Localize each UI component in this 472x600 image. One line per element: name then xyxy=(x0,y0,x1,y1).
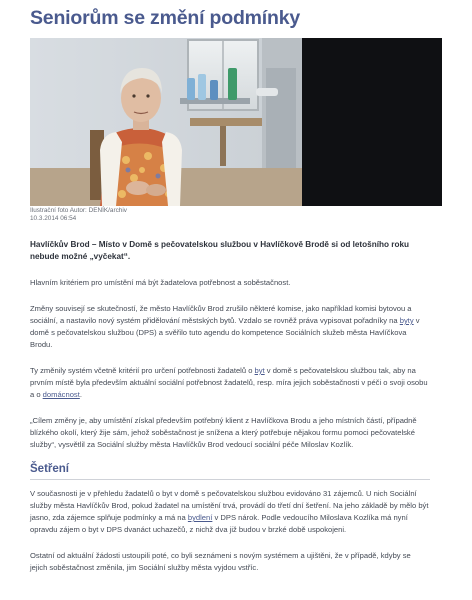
article-lead xyxy=(30,239,430,263)
link-domacnost[interactable]: domácnost xyxy=(42,390,80,399)
paragraph-system xyxy=(30,365,430,401)
photo-caption xyxy=(30,207,472,223)
photo-dark-panel xyxy=(302,38,442,206)
lead-text: – Místo v Domě s pečovatelskou službou v Havlíčkově Brodě si od letošního roku nebude možné „vyčekat“. xyxy=(30,240,410,261)
paragraph-criteria: Hlavním kritériem pro umístění má být žadatelova potřebnost a soběstačnost. xyxy=(30,278,291,287)
link-byt[interactable]: byt xyxy=(254,366,265,375)
photo-credit: Ilustrační foto Autor: DENÍK/archiv xyxy=(30,207,127,214)
paragraph-text: . xyxy=(79,390,82,399)
paragraph-text: Změny souvisejí se skutečností, že město Havlíčkův Brod zrušilo některé komise, jako například komisi bytovou a sociální, a nastavilo nový systém přidělování městských bytů. Vzdalo se rovněž práva vypisovat pořadníky na xyxy=(30,304,412,325)
link-bydleni[interactable]: bydlení xyxy=(187,513,213,522)
article-photo-area xyxy=(30,38,442,206)
photo-timestamp: 10.3.2014 06:54 xyxy=(30,215,77,222)
article-photo[interactable] xyxy=(30,38,302,206)
section-title-setreni: Šetření xyxy=(30,463,69,475)
paragraph-changes xyxy=(30,303,430,351)
link-byty[interactable]: byty xyxy=(399,316,414,325)
section-divider xyxy=(30,479,430,480)
paragraph-text: v domě s pečovatelskou službou tak, aby na prvním místě byla především aktuální sociální potřebnost žadatelů, resp. míra jejich soběstačnosti v péči o svoji osobu a o xyxy=(30,366,428,399)
paragraph-current xyxy=(30,488,430,536)
paragraph-text: V současnosti je v přehledu žadatelů o byt v domě s pečovatelskou službou evidováno 31 zájemců. U nich Sociální služby města Havlíčkův Brod, pokud žadatel na umístění trvá, provádí do třetí dní šetření. Na jeho základě by mělo být jasno, zda zájemce splňuje podmínky a má na xyxy=(30,489,429,522)
paragraph-text: v DPS nárok. Podle vedoucího Miloslava Kozlíka má nyní opravdu zájem o byt v DPS dvanáct uchazečů, z nichž dva již budou v brzké době uspokojeni. xyxy=(30,513,408,534)
paragraph-text: v domě s pečovatelskou službou (DPS) a svěřilo tuto agendu do kompetence Sociálních služeb města Havlíčkova Brodu. xyxy=(30,316,420,349)
article-headline: Seniorům se změní podmínky xyxy=(30,7,301,29)
paragraph-quote: „Cílem změny je, aby umístění získal především potřebný klient z Havlíčkova Brodu a jeho místních částí, případně blízkého okolí, který žije sám, jehož soběstačnost je snížena a který potřebuje nějakou formu pomoci pečovatelské služby“, vysvětlil za Sociální služby města Havlíčkův Brod vedoucí sociální péče Miloslav Kozlík. xyxy=(30,416,417,449)
lead-place: Havlíčkův Brod xyxy=(30,240,90,249)
paragraph-text: Ty změnily systém včetně kritérií pro určení potřebnosti žadatelů o xyxy=(30,366,255,375)
paragraph-others: Ostatní od aktuální žádosti ustoupili poté, co byli seznámeni s novým systémem a ujištěni, že v případě, kdyby se jejich soběstačnost změnila, jim Sociální služby města vyjdou vstříc. xyxy=(30,551,411,572)
photo-illustration xyxy=(30,38,302,206)
